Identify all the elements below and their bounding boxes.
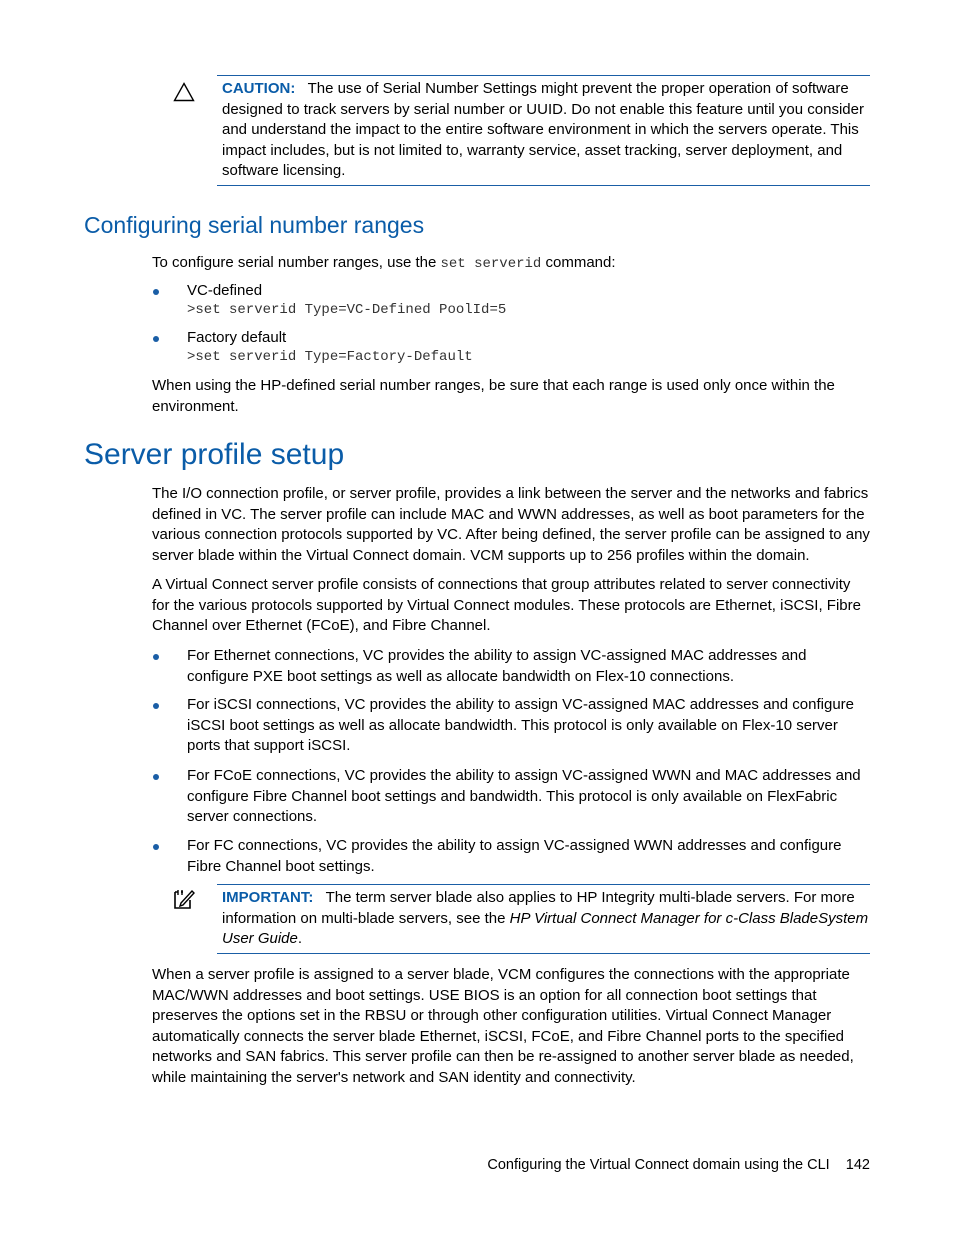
list-item-code: >set serverid Type=Factory-Default — [187, 349, 473, 365]
page-number: 142 — [845, 1157, 870, 1173]
serial-ranges-intro — [152, 253, 870, 275]
intro-text: To configure serial number ranges, use the — [152, 254, 441, 271]
intro-text-end: command: — [541, 254, 616, 271]
page-footer — [470, 1157, 870, 1173]
important-note-icon — [172, 887, 196, 911]
bullet-dot — [153, 703, 159, 709]
bullet-dot — [153, 654, 159, 660]
inline-code: set serverid — [440, 256, 542, 272]
important-body-end: . — [297, 930, 303, 948]
important-label: IMPORTANT: — [222, 889, 314, 906]
bullet-dot — [153, 774, 159, 780]
caution-label: CAUTION: — [222, 80, 296, 97]
important-top-rule — [217, 884, 870, 885]
warning-triangle-icon — [173, 82, 195, 102]
important-body: The term server blade also applies to HP Integrity multi-blade servers. For more information on multi-blade servers, see the — [222, 889, 855, 927]
list-item: For FC connections, VC provides the ability to assign VC-assigned WWN addresses and configure Fibre Channel boot settings. — [187, 837, 842, 875]
caution-bottom-rule — [217, 185, 870, 186]
important-bottom-rule — [217, 953, 870, 954]
list-item-label: VC-defined — [187, 282, 263, 299]
list-item-label: Factory default — [187, 329, 287, 346]
list-item: For FCoE connections, VC provides the ability to assign VC-assigned WWN and MAC addresses and configure Fibre Channel boot settings and bandwidth. This protocol is only available on FlexFabric server connections. — [187, 767, 861, 826]
server-profile-para-1: The I/O connection profile, or server profile, provides a link between the server and the networks and fabrics defined in VC. The server profile can include MAC and WWN addresses, as well as boot parameters for the various connection protocols supported by VC. After being defined, the server profile can be assigned to any server blade within the Virtual Connect domain. VCM supports up to 256 profiles within the domain. — [152, 485, 870, 564]
list-item: For iSCSI connections, VC provides the ability to assign VC-assigned MAC addresses and configure iSCSI boot settings as well as allocate bandwidth. This protocol is only available on Flex-10 server ports that support iSCSI. — [187, 696, 854, 755]
important-text — [222, 888, 870, 950]
caution-text — [222, 79, 870, 182]
server-profile-para-3: When a server profile is assigned to a server blade, VCM configures the connections with the appropriate MAC/WWN addresses and boot settings. USE BIOS is an option for all connection boot settings that preserves the options set in the RBSU or through other configuration utilities. Virtual Connect Manager automatically connects the server blade Ethernet, iSCSI, FCoE, and Fibre Channel ports to the specified networks and SAN fabrics. This server profile can then be re-assigned to another server blade as needed, while maintaining the server's network and SAN identity and connectivity. — [152, 966, 854, 1086]
caution-body: The use of Serial Number Settings might prevent the proper operation of software designed to track servers by serial number or UUID. Do not enable this feature until you consider and understand the impact to the entire software environment in which the servers operate. This impact includes, but is not limited to, warranty service, asset tracking, server deployment, and software licensing. — [222, 80, 864, 180]
footer-title: Configuring the Virtual Connect domain using the CLI — [487, 1157, 830, 1173]
bullet-dot — [153, 336, 159, 342]
important-italic-title: HP Virtual Connect Manager for c-Class BladeSystem User Guide — [222, 909, 869, 948]
server-profile-para-2: A Virtual Connect server profile consists of connections that group attributes related to server connectivity for the various protocols supported by Virtual Connect modules. These protocols are Ethernet, iSCSI, Fibre Channel over Ethernet (FCoE), and Fibre Channel. — [152, 576, 861, 635]
bullet-dot — [153, 289, 159, 295]
section-heading-serial-ranges: Configuring serial number ranges — [84, 212, 425, 238]
section-heading-server-profile: Server profile setup — [84, 438, 345, 471]
caution-top-rule — [217, 75, 870, 76]
bullet-dot — [153, 844, 159, 850]
list-item-code: >set serverid Type=VC-Defined PoolId=5 — [187, 302, 507, 318]
serial-ranges-closing: When using the HP-defined serial number ranges, be sure that each range is used only once within the environment. — [152, 377, 835, 415]
list-item: For Ethernet connections, VC provides the ability to assign VC-assigned MAC addresses and configure PXE boot settings as well as allocate bandwidth on Flex-10 connections. — [187, 647, 807, 685]
